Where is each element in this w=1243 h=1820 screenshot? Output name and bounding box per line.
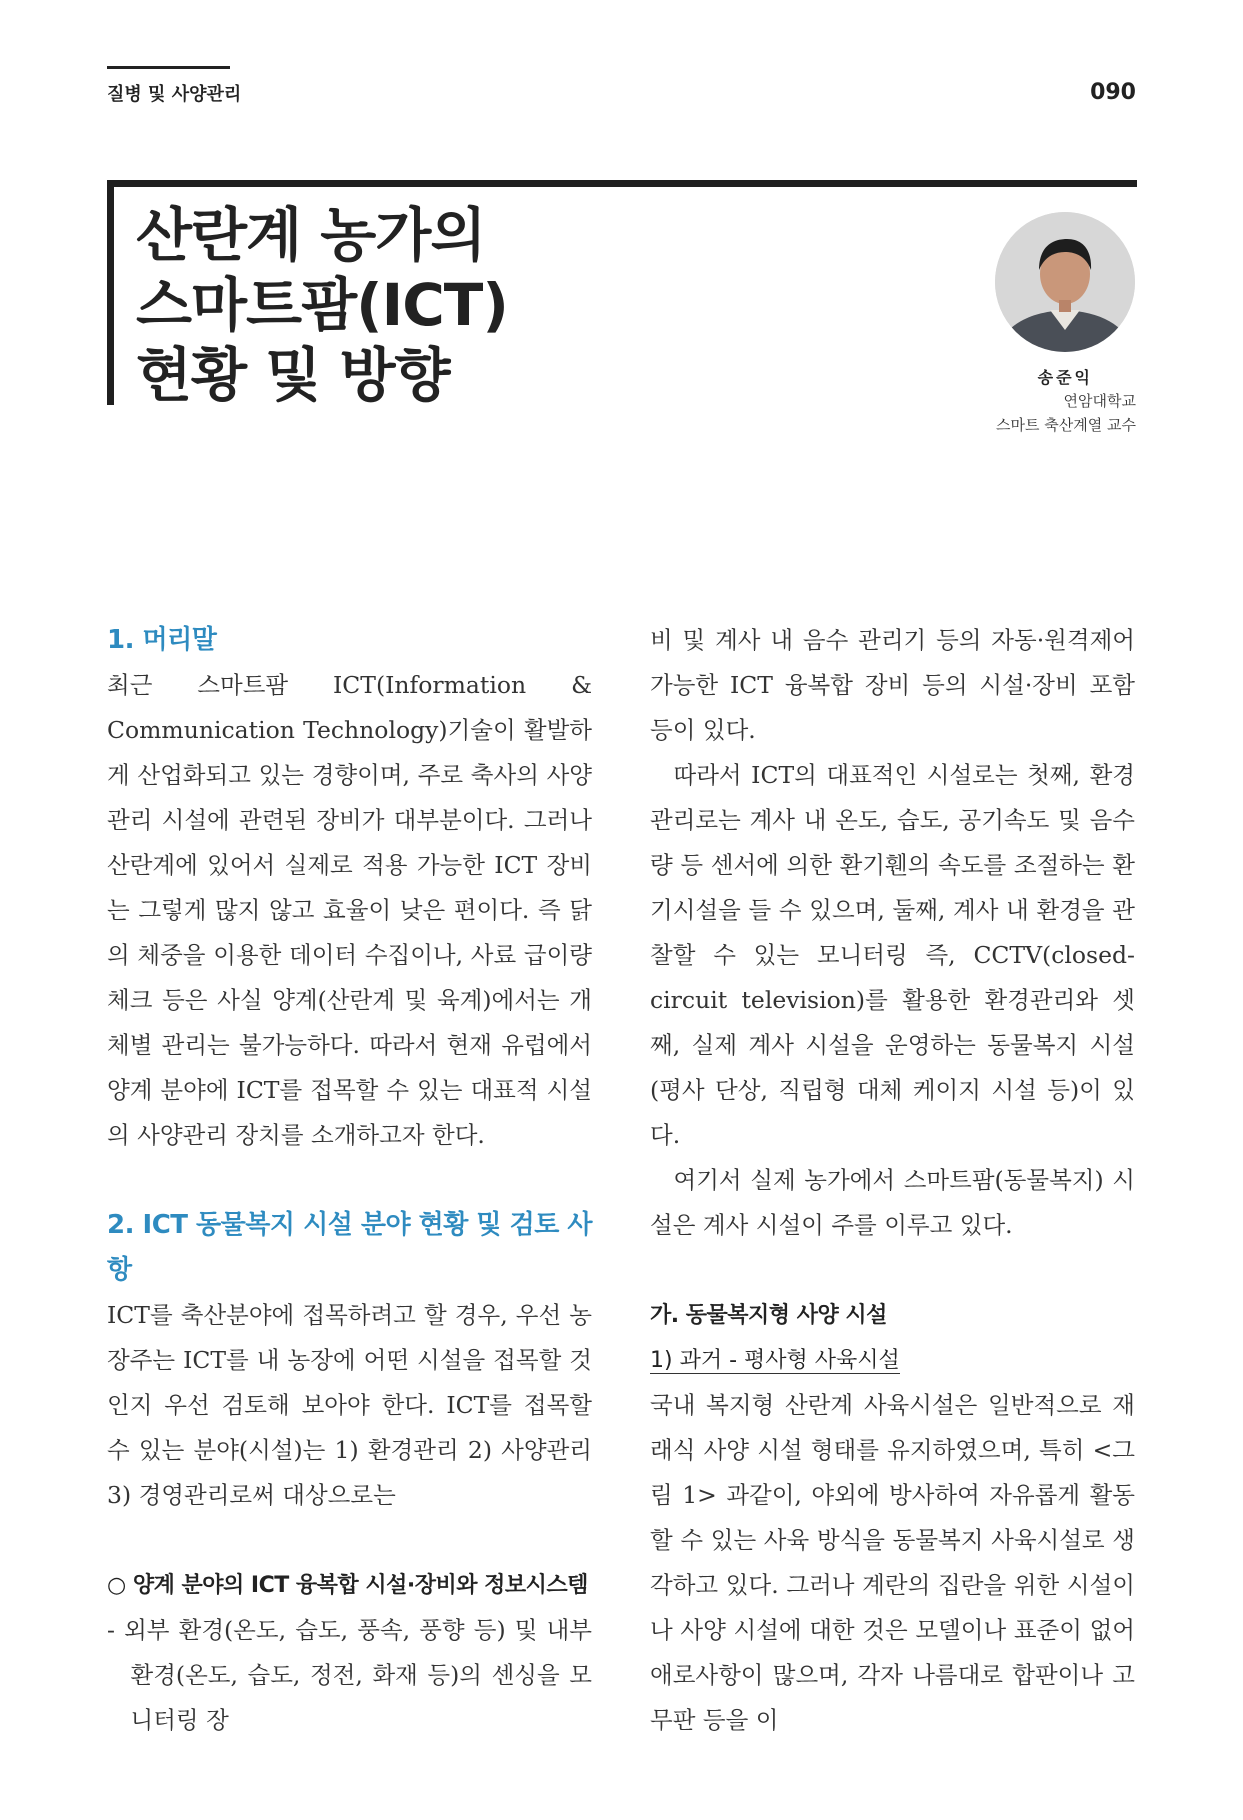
header-rule	[107, 66, 230, 69]
heading-introduction: 1. 머리말	[107, 625, 217, 655]
page-number: 090	[1090, 80, 1136, 105]
article-title	[136, 200, 836, 410]
author-name: 송준익	[1037, 368, 1093, 387]
subheading-welfare-facilities: 가. 동물복지형 사양 시설	[650, 1303, 887, 1328]
author-position: 스마트 축산계열 교수	[996, 416, 1136, 434]
author-affiliation: 연암대학교	[1063, 392, 1136, 410]
paragraph-intro: 최근 스마트팜 ICT(Information & Communication Technology)기술이 활발하게 산업화되고 있는 경향이며, 주로 축사의 사양관리 시설에 관련된 장비가 대부분이다. 그러나 산란계에 있어서 실제로 적용 가능한 ICT 장비는 그렇게 많지 않고 효율이 낮은 편이다. 즉 닭의 체중을 이용한 데이터 수집이나, 사료 급이량 체크 등은 사실 양계(산란계 및 육계)에서는 개체별 관리는 불가능하다. 따라서 현재 유럽에서 양계 분야에 ICT를 접목할 수 있는 대표적 시설의 사양관리 장치를 소개하고자 한다.	[107, 671, 592, 1149]
paragraph-smartfarm-farms: 여기서 실제 농가에서 스마트팜(동물복지) 시설은 계사 시설이 주를 이루고 있다.	[650, 1166, 1135, 1239]
title-top-rule	[107, 180, 1137, 187]
author-portrait-icon	[995, 212, 1135, 352]
author-photo	[995, 212, 1135, 352]
title-line-1: 산란계 농가의	[136, 201, 486, 269]
paragraph-ict-fields: ICT를 축산분야에 접목하려고 할 경우, 우선 농장주는 ICT를 내 농장에 어떤 시설을 접목할 것인지 우선 검토해 보아야 한다. ICT를 접목할 수 있는 분야(시설)는 1) 환경관리 2) 사양관리 3) 경영관리로써 대상으로는	[107, 1301, 592, 1509]
left-column	[107, 618, 592, 1743]
subsubheading-text: 1) 과거 - 평사형 사육시설	[650, 1348, 900, 1373]
subheading-poultry-ict: ○ 양계 분야의 ICT 융복합 시설·장비와 정보시스템	[107, 1573, 588, 1598]
title-side-bar	[107, 180, 114, 405]
right-column	[650, 618, 1135, 1743]
section-label: 질병 및 사양관리	[107, 84, 242, 105]
title-line-3: 현황 및 방향	[136, 341, 450, 409]
heading-ict-welfare: 2. ICT 동물복지 시설 분야 현황 및 검토 사항	[107, 1210, 592, 1285]
paragraph-continued: 비 및 계사 내 음수 관리기 등의 자동·원격제어 가능한 ICT 융복합 장비 등의 시설·장비 포함 등이 있다.	[650, 626, 1135, 744]
author-affiliation-block	[836, 389, 1136, 437]
title-line-2: 스마트팜(ICT)	[136, 271, 508, 339]
paragraph-domestic-welfare: 국내 복지형 산란계 사육시설은 일반적으로 재래식 사양 시설 형태를 유지하였으며, 특히 <그림 1> 과같이, 야외에 방사하여 자유롭게 활동할 수 있는 사육 방식을 동물복지 사육시설로 생각하고 있다. 그러나 계란의 집란을 위한 시설이나 사양 시설에 대한 것은 모델이나 표준이 없어 애로사항이 많으며, 각자 나름대로 합판이나 고무판 등을 이	[650, 1391, 1135, 1734]
paragraph-representative-facilities: 따라서 ICT의 대표적인 시설로는 첫째, 환경관리로는 계사 내 온도, 습도, 공기속도 및 음수량 등 센서에 의한 환기휀의 속도를 조절하는 환기시설을 들 수 있으며, 둘째, 계사 내 환경을 관찰할 수 있는 모니터링 즉, CCTV(closed-circuit television)를 활용한 환경관리와 셋째, 실제 계사 시설을 운영하는 동물복지 시설(평사 단상, 직립형 대체 케이지 시설 등)이 있다.	[650, 761, 1135, 1149]
subsubheading-past-floor	[650, 1338, 1135, 1383]
bullet-sensing: - 외부 환경(온도, 습도, 풍속, 풍향 등) 및 내부환경(온도, 습도, 정전, 화재 등)의 센싱을 모니터링 장	[107, 1616, 592, 1734]
